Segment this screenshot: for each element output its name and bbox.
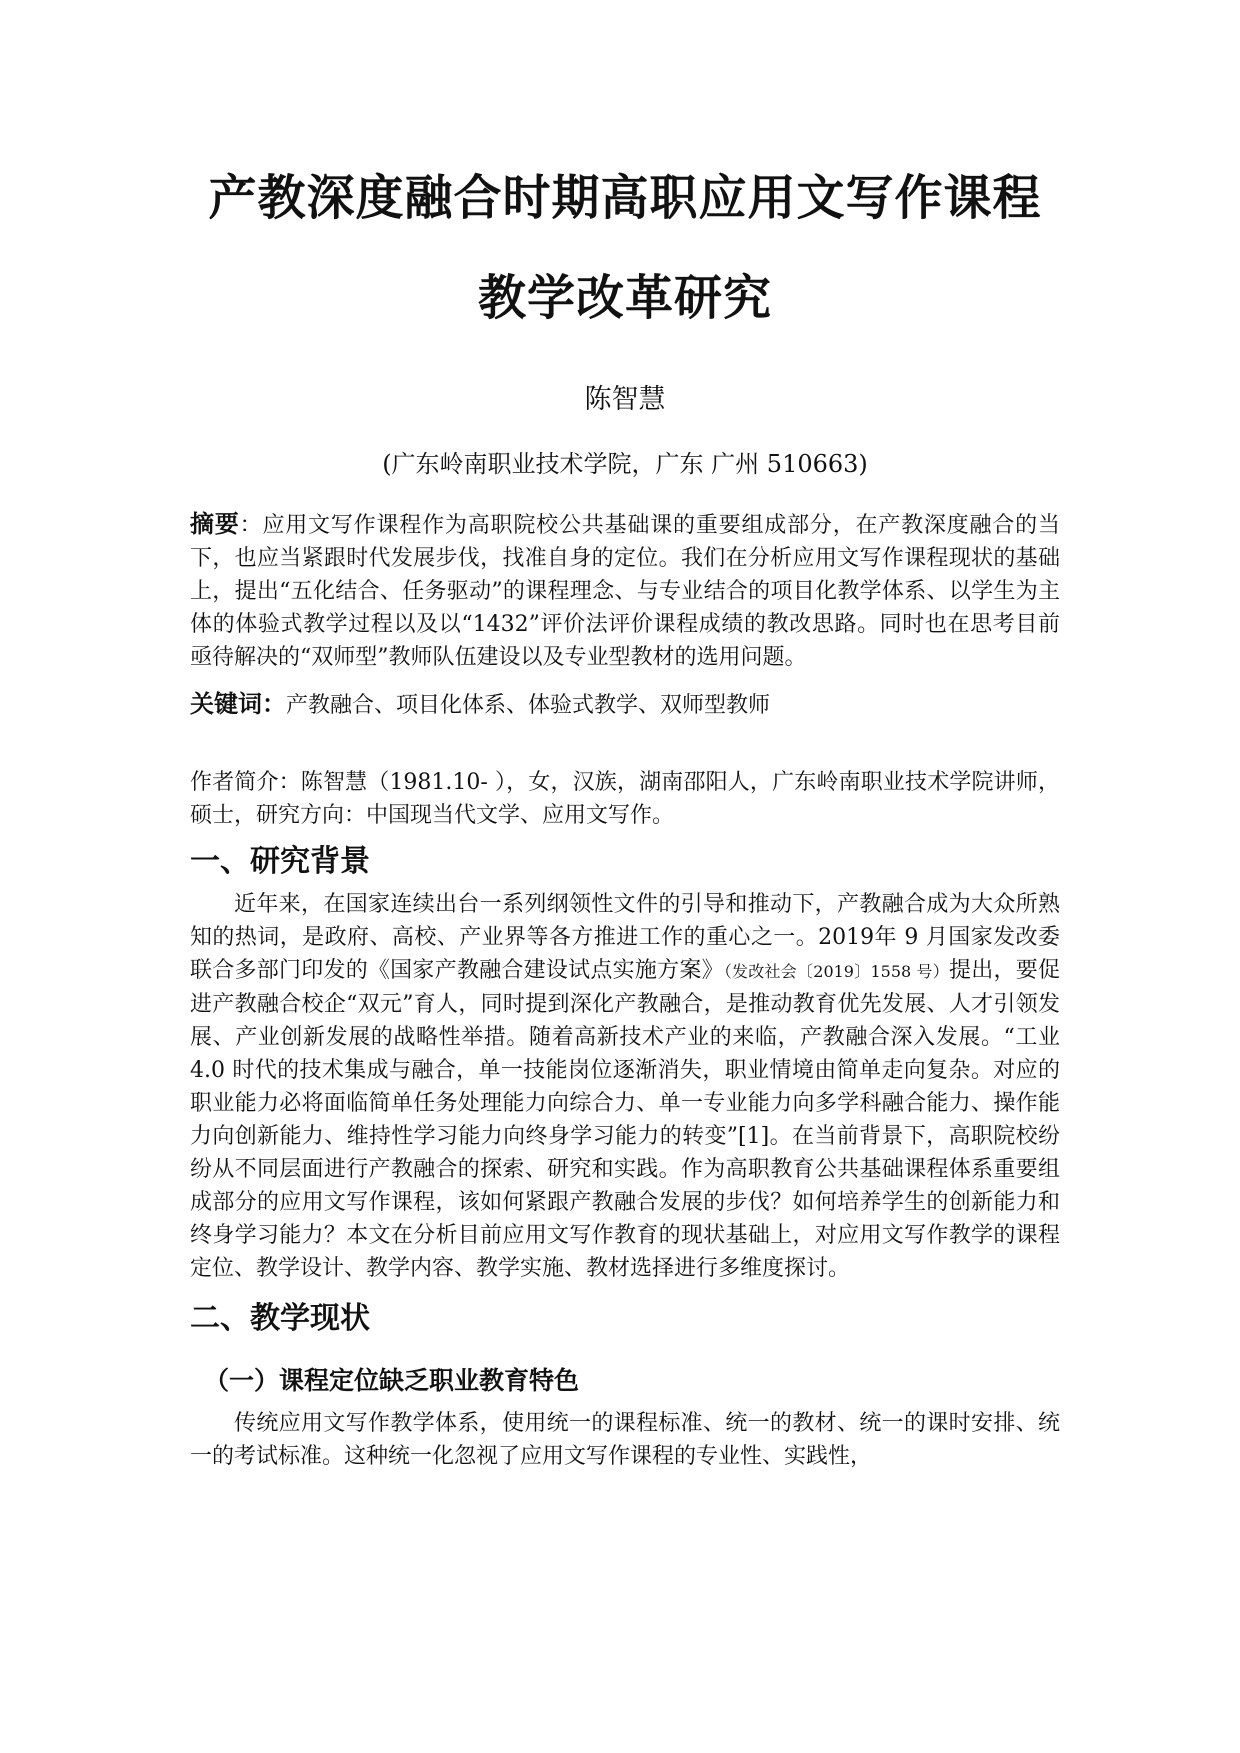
section-heading-background: 一、研究背景 <box>190 844 370 879</box>
abstract-label: 摘要 <box>190 510 240 538</box>
keywords <box>190 688 1060 722</box>
subsection-positioning-paragraph: 传统应用文写作教学体系，使用统一的课程标准、统一的教材、统一的课时安排、统一的考试标准。这种统一化忽视了应用文写作课程的专业性、实践性， <box>190 1411 1060 1469</box>
subsection-heading-positioning: （一）课程定位缺乏职业教育特色 <box>204 1366 580 1395</box>
title-line-2: 教学改革研究 <box>477 270 772 326</box>
background-text-part-2: 提出，要促进产教融合校企“双元”育人，同时提到深化产教融合，是推动教育优先发展、人才引领发展、产业创新发展的战略性举措。随着高新技术产业的来临，产教融合深入发展。“工业 4.0 时代的技术集成与融合，单一技能岗位逐渐消失，职业情境由简单走向复杂。对应的职业能力必将面临简单任务处理能力向综合力、单一专业能力向多学科融合能力、操作能力向创新能力、维持性学习能力向终身学习能力的转变”[1]。在当前背景下，高职院校纷纷从不同层面进行产教融合的探索、研究和实践。作为高职教育公共基础课程体系重要组成部分的应用文写作课程，该如何紧跟产教融合发展的步伐？如何培养学生的创新能力和终身学习能力？本文在分析目前应用文写作教育的现状基础上，对应用文写作教学的课程定位、教学设计、教学内容、教学实施、教材选择进行多维度探讨。 <box>190 958 1060 1281</box>
author-bio: 作者简介：陈智慧（1981.10- ），女，汉族，湖南邵阳人，广东岭南职业技术学院讲师， 硕士，研究方向：中国现当代文学、应用文写作。 <box>190 770 1060 828</box>
background-text-part-1: 近年来，在国家连续出台一系列纲领性文件的引导和推动下，产教融合成为大众所熟知的热词，是政府、高校、产业界等各方推进工作的重心之一。2019年 9 月国家发改委联合多部门印发的《国家产教融合建设试点实施方案》 <box>190 892 1060 983</box>
section-heading-status: 二、教学现状 <box>190 1301 370 1336</box>
paper-page <box>190 0 1060 1473</box>
keywords-text: 产教融合、项目化体系、体验式教学、双师型教师 <box>286 693 771 718</box>
abstract <box>190 508 1060 674</box>
section-background-paragraph <box>190 888 1060 1285</box>
abstract-text: 应用文写作课程作为高职院校公共基础课的重要组成部分，在产教深度融合的当下，也应当紧跟时代发展步伐，找准自身的定位。我们在分析应用文写作课程现状的基础上，提出“五化结合、任务驱动”的课程理念、与专业结合的项目化教学体系、以学生为主体的体验式教学过程以及以“1432”评价法评价课程成绩的教改思路。同时也在思考目前亟待解决的“双师型”教师队伍建设以及专业型教材的选用问题。 <box>190 513 1060 670</box>
author-affiliation: (广东岭南职业技术学院，广东 广州 510663) <box>382 450 868 478</box>
keywords-label: 关键词： <box>190 690 286 718</box>
document-number-note: （发改社会〔2019〕1558 号） <box>723 962 949 981</box>
abstract-colon: ： <box>239 513 263 538</box>
author-name: 陈智慧 <box>584 384 666 415</box>
paper-title <box>190 148 1060 348</box>
title-line-1: 产教深度融合时期高职应用文写作课程 <box>208 170 1042 226</box>
